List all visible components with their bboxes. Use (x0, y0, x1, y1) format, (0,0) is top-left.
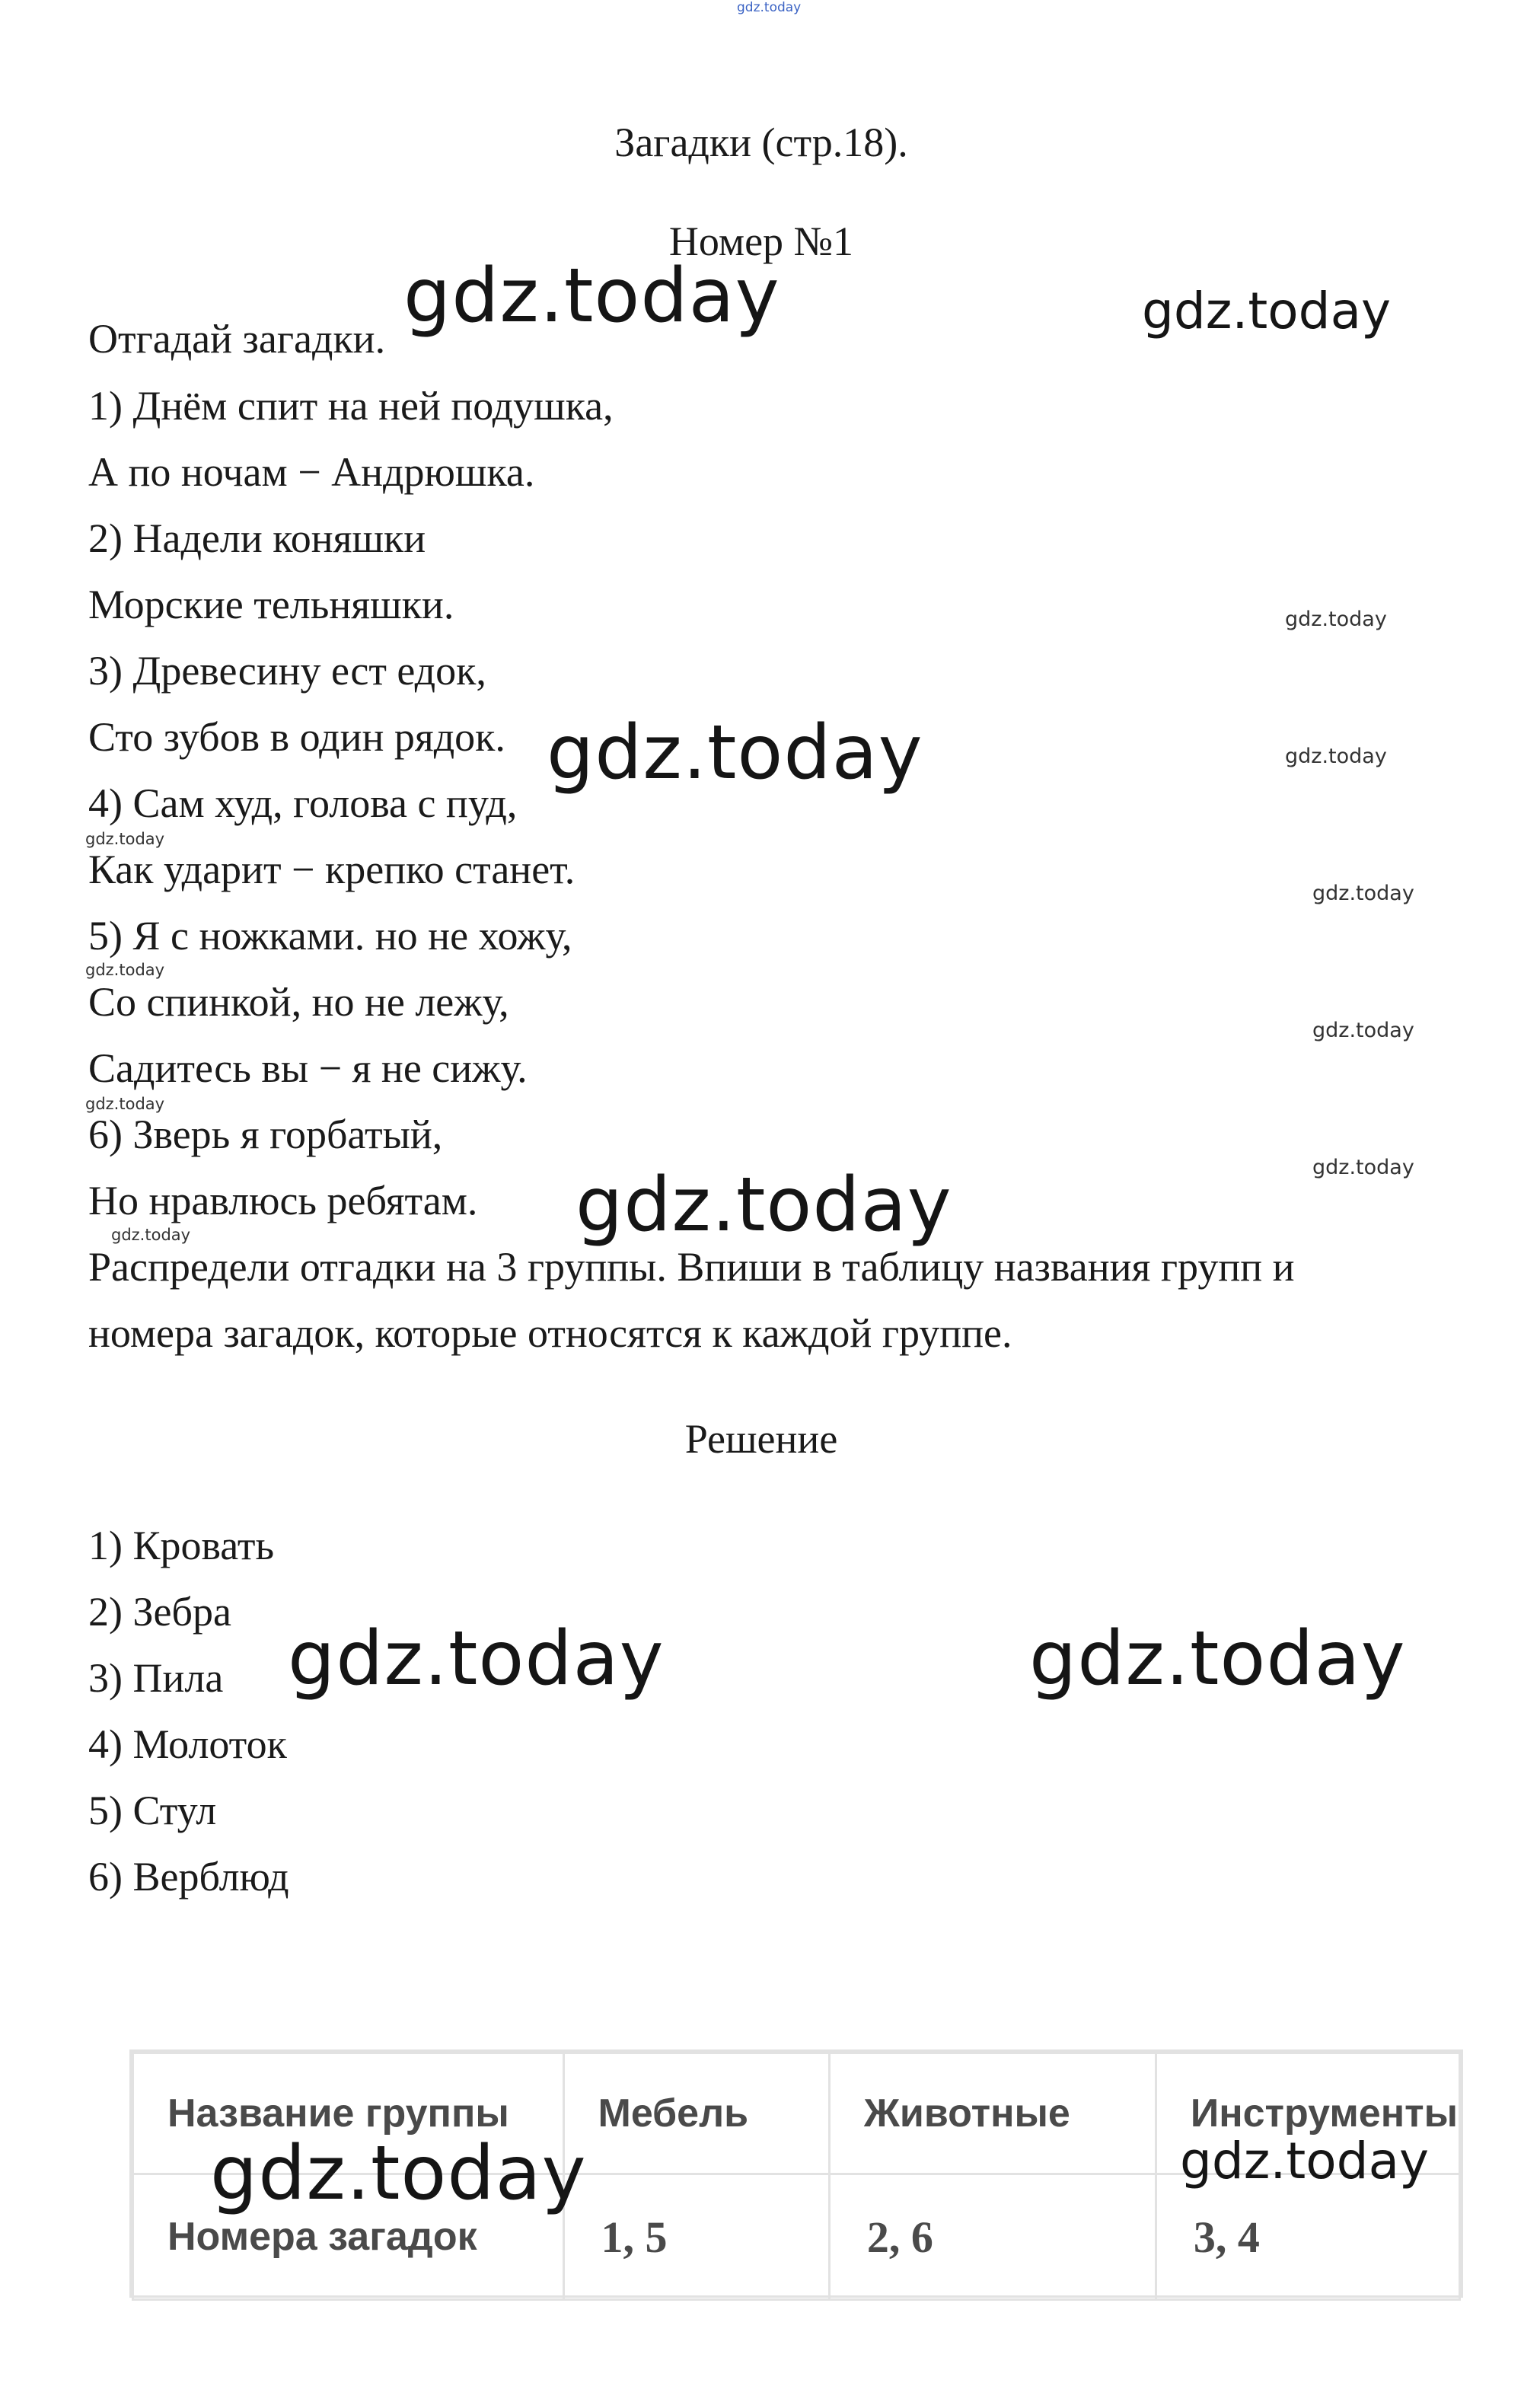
answer-line: 2) Зебра (88, 1589, 231, 1635)
riddle-line: 1) Днём спит на ней подушка, (88, 383, 614, 429)
answer-line: 6) Верблюд (88, 1854, 289, 1900)
watermark: gdz.today (1285, 608, 1387, 631)
task-intro: Отгадай загадки. (88, 316, 386, 362)
table-cell: Инструменты (1156, 2053, 1459, 2174)
riddle-line: Но нравлюсь ребятам. (88, 1178, 478, 1223)
watermark: gdz.today (737, 0, 802, 15)
table-cell: Мебель (563, 2053, 829, 2174)
watermark: gdz.today (1180, 2132, 1430, 2190)
watermark: gdz.today (85, 1095, 165, 1113)
instruction-line: Распредели отгадки на 3 группы. Впиши в таблицу названия групп и (88, 1244, 1295, 1290)
riddle-line: 6) Зверь я горбатый, (88, 1112, 443, 1157)
watermark: gdz.today (1312, 1019, 1414, 1042)
watermark: gdz.today (85, 961, 165, 979)
riddle-line: Как ударит − крепко станет. (88, 847, 576, 892)
watermark: gdz.today (1285, 745, 1387, 768)
watermark: gdz.today (547, 710, 923, 796)
riddle-line: Сто зубов в один рядок. (88, 714, 505, 760)
watermark: gdz.today (1312, 1156, 1414, 1179)
riddle-line: 4) Сам худ, голова с пуд, (88, 780, 518, 826)
answer-line: 5) Стул (88, 1788, 217, 1833)
riddle-line: 2) Надели коняшки (88, 515, 426, 561)
riddle-line: Садитесь вы − я не сижу. (88, 1045, 528, 1091)
watermark: gdz.today (1312, 882, 1414, 905)
riddle-line: Со спинкой, но не лежу, (88, 979, 509, 1025)
riddle-line: Морские тельняшки. (88, 582, 454, 627)
instruction-line: номера загадок, которые относятся к каждой группе. (88, 1310, 1012, 1356)
table-row-header: Название группы (133, 2053, 564, 2174)
watermark: gdz.today (1142, 282, 1392, 340)
table-cell: 3, 4 (1156, 2174, 1459, 2300)
riddle-line: А по ночам − Андрюшка. (88, 449, 535, 495)
table-cell: 2, 6 (829, 2174, 1156, 2300)
solution-heading: Решение (684, 1416, 838, 1462)
watermark: gdz.today (403, 253, 780, 340)
task-number: Номер №1 (668, 219, 854, 264)
page-title: Загадки (стр.18). (614, 120, 908, 165)
answer-line: 4) Молоток (88, 1721, 287, 1767)
table-cell: 1, 5 (563, 2174, 829, 2300)
table-cell: Животные (829, 2053, 1156, 2174)
watermark: gdz.today (288, 1616, 665, 1702)
watermark: gdz.today (111, 1226, 191, 1244)
watermark: gdz.today (210, 2130, 587, 2217)
table-row-header: Номера загадок (133, 2174, 564, 2300)
watermark: gdz.today (85, 830, 165, 848)
answer-line: 3) Пила (88, 1655, 224, 1701)
riddle-line: 5) Я с ножками. но не хожу, (88, 913, 572, 959)
watermark: gdz.today (576, 1162, 952, 1249)
answer-line: 1) Кровать (88, 1523, 275, 1568)
riddle-line: 3) Древесину ест едок, (88, 648, 486, 694)
watermark: gdz.today (1029, 1616, 1406, 1702)
